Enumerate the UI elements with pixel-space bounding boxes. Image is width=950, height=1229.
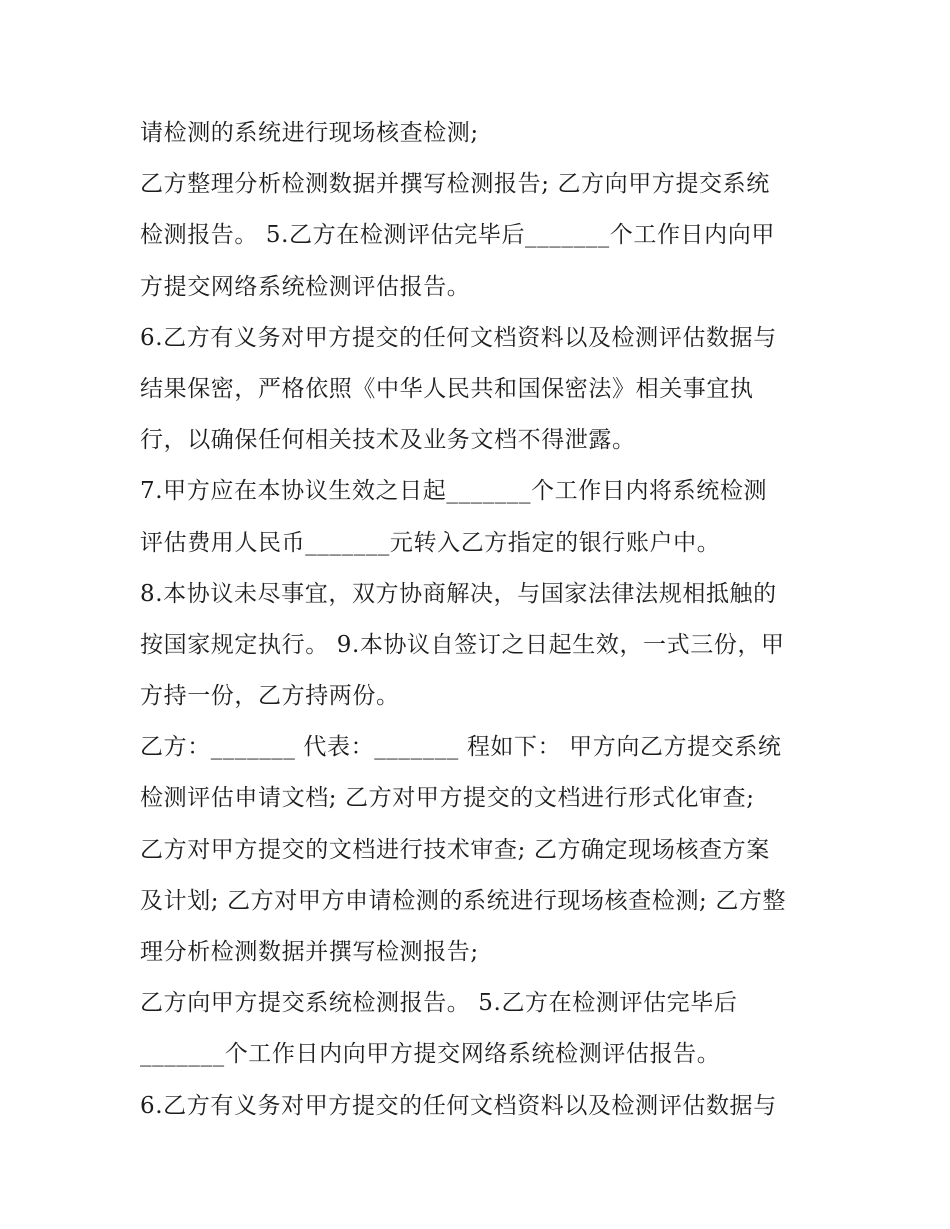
text-line-16: 及计划; 乙方对甲方申请检测的系统进行现场核查检测; 乙方整 [140,887,787,914]
text-line-6: 结果保密，严格依照《中华人民共和国保密法》相关事宜执 [140,375,754,402]
text-line-3: 检测报告。 5.乙方在检测评估完毕后_______个工作日内向甲 [140,222,775,249]
text-line-2: 乙方整理分析检测数据并撰写检测报告; 乙方向甲方提交系统 [140,171,770,198]
text-line-8: 7.甲方应在本协议生效之日起_______个工作日内将系统检测 [140,478,768,505]
text-line-17: 理分析检测数据并撰写检测报告; [140,939,479,965]
text-line-12: 方持一份，乙方持两份。 [140,683,400,710]
text-line-15: 乙方对甲方提交的文档进行技术审查; 乙方确定现场核查方案 [140,836,770,863]
text-line-5: 6.乙方有义务对甲方提交的任何文档资料以及检测评估数据与 [140,324,777,351]
text-line-7: 行，以确保任何相关技术及业务文档不得泄露。 [140,427,636,454]
text-line-11: 按国家规定执行。 9.本协议自签订之日起生效，一式三份，甲 [140,631,785,658]
text-line-20: 6.乙方有义务对甲方提交的任何文档资料以及检测评估数据与 [140,1092,777,1119]
text-line-19: _______个工作日内向甲方提交网络系统检测评估报告。 [140,1041,721,1068]
text-line-4: 方提交网络系统检测评估报告。 [140,273,471,300]
document-body [140,108,820,1132]
text-line-1: 请检测的系统进行现场核查检测; [140,120,479,146]
text-line-13: 乙方：_______ 代表：_______ 程如下： 甲方向乙方提交系统 [140,734,782,761]
text-line-10: 8.本协议未尽事宜，双方协商解决，与国家法律法规相抵触的 [140,580,777,607]
text-line-18: 乙方向甲方提交系统检测报告。 5.乙方在检测评估完毕后 [140,990,738,1017]
text-line-14: 检测评估申请文档; 乙方对甲方提交的文档进行形式化审查; [140,785,755,812]
text-line-9: 评估费用人民币_______元转入乙方指定的银行账户中。 [140,529,721,556]
